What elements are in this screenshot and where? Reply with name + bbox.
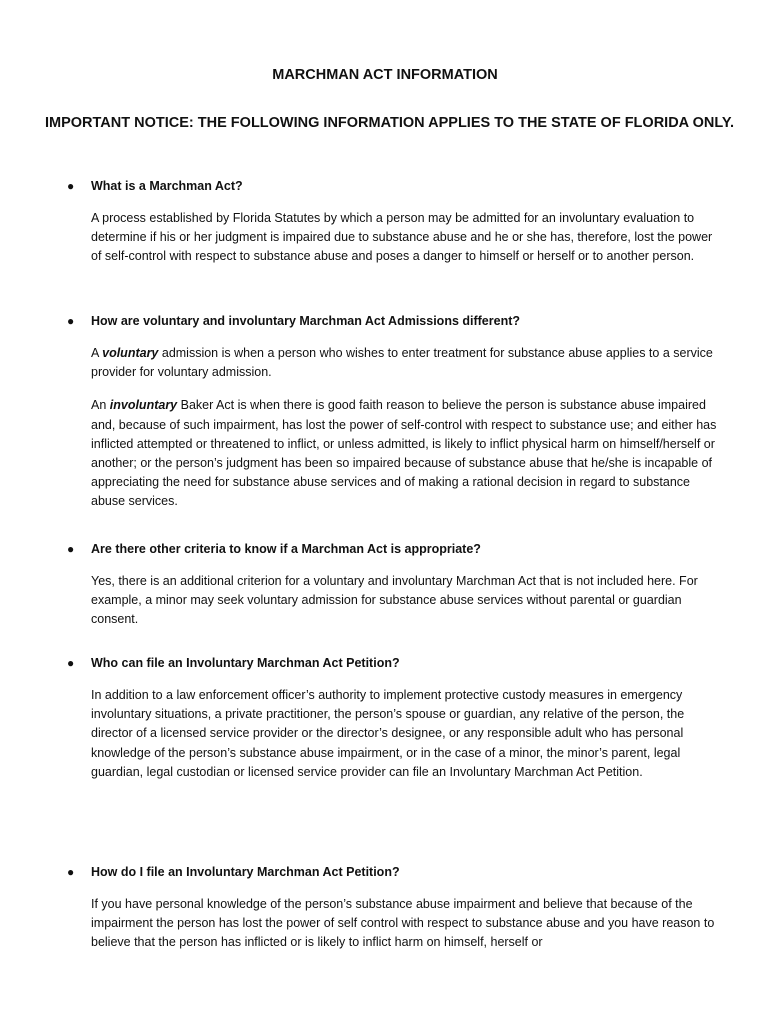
document-title: MARCHMAN ACT INFORMATION [272, 67, 498, 83]
text-run: An [91, 398, 110, 413]
faq-question [45, 177, 735, 195]
emphasis-involuntary: involuntary [109, 398, 178, 413]
important-notice: IMPORTANT NOTICE: THE FOLLOWING INFORMATION APPLIES TO THE STATE OF FLORIDA ONLY. [45, 115, 734, 131]
bullet-icon: ● [67, 542, 75, 556]
faq-section-who-can-file [45, 654, 735, 782]
answer-paragraph: If you have personal knowledge of the person’s substance abuse impairment and believe that because of the impairment the person has lost the power of self control with respect to substance abuse and you have reason to believe that the person has inflicted or is likely to inflict harm on himself, herself or [91, 897, 715, 950]
text-run: Baker Act is when there is good faith reason to believe the person is substance abuse impaired and, because of such impairment, has lost the power of self-control with respect to substance use; and either has inflicted attempted or threatened to inflict, or unless admitted, is likely to inflict physical harm on himself/herself or another; or the person’s judgment has been so impaired because of substance abuse that he/she is incapable of appreciating the need for substance abuse services and of making a rational decision in regard to substance abuse services. [91, 398, 717, 509]
bullet-icon: ● [67, 179, 75, 193]
answer-paragraph-involuntary [91, 396, 723, 511]
bullet-icon: ● [67, 656, 75, 670]
question-text: Who can file an Involuntary Marchman Act Petition? [91, 656, 400, 670]
question-text: Are there other criteria to know if a Marchman Act is appropriate? [91, 542, 481, 556]
text-run: admission is when a person who wishes to enter treatment for substance abuse applies to a service provider for voluntary admission. [91, 346, 713, 380]
answer-paragraph: A process established by Florida Statutes by which a person may be admitted for an involuntary evaluation to determine if his or her judgment is impaired due to substance abuse and he or she has, therefore, lost the power of self-control with respect to substance abuse and poses a danger to himself or herself or to another person. [91, 211, 713, 264]
answer-paragraph-voluntary [91, 344, 723, 382]
faq-question [45, 312, 735, 330]
bullet-icon: ● [67, 865, 75, 879]
answer-paragraph: In addition to a law enforcement officer’s authority to implement protective custody measures in emergency involuntary situations, a private practitioner, the person’s spouse or guardian, any relative of the person, the director of a licensed service provider or the director’s designee, or any responsible adult who has personal knowledge of the person’s substance abuse impairment, or in the case of a minor, the minor’s parent, legal guardian, legal custodian or licensed service provider can file an Involuntary Marchman Act Petition. [91, 688, 685, 779]
faq-section-how-to-file [45, 863, 735, 953]
bullet-icon: ● [67, 314, 75, 328]
faq-section-voluntary-vs-involuntary [45, 312, 735, 512]
faq-question [45, 863, 735, 881]
faq-section-other-criteria [45, 540, 735, 630]
question-text: How are voluntary and involuntary Marchman Act Admissions different? [91, 314, 521, 328]
faq-section-what-is [45, 177, 735, 267]
emphasis-voluntary: voluntary [102, 346, 159, 360]
text-run: A [91, 346, 103, 360]
faq-question [45, 654, 735, 672]
answer-paragraph: Yes, there is an additional criterion for a voluntary and involuntary Marchman Act that is not included here. For example, a minor may seek voluntary admission for substance abuse services without parental or guardian consent. [91, 574, 698, 627]
faq-question [45, 540, 735, 558]
question-text: How do I file an Involuntary Marchman Act Petition? [91, 865, 400, 879]
question-text: What is a Marchman Act? [91, 179, 243, 193]
